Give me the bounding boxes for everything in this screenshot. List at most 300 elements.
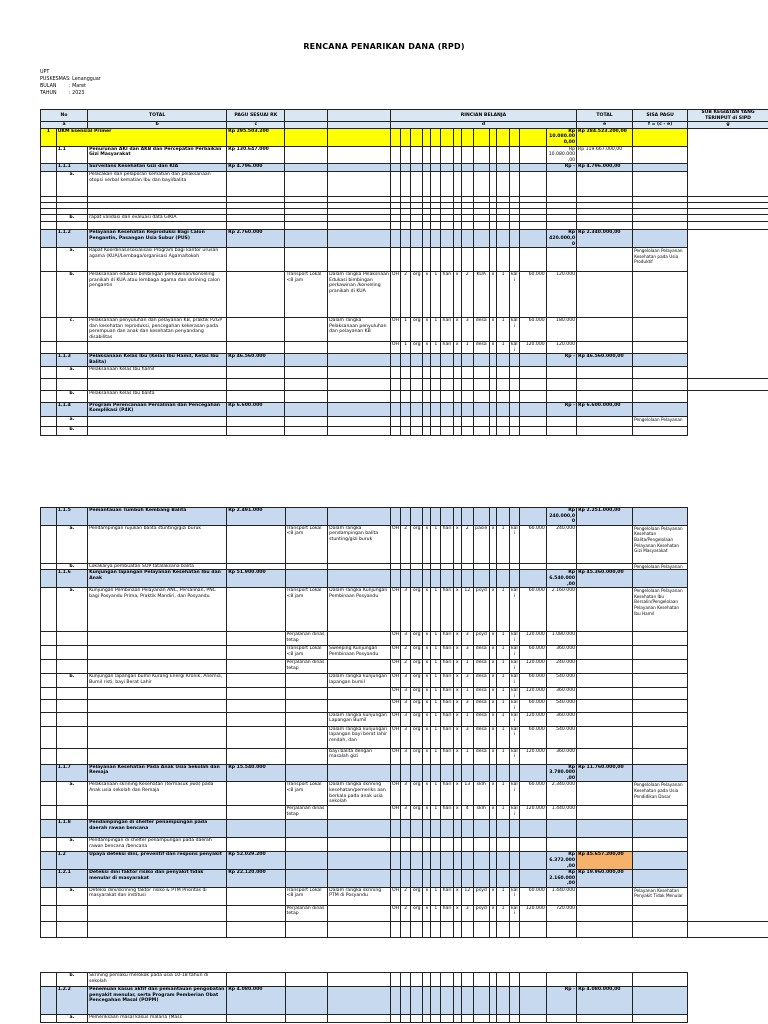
- row-qty-cell: [461, 764, 473, 782]
- row-kegiatan-detail: Sweeping Kunjungan Pembinaan Posyandu: [328, 646, 391, 660]
- row-qty-cell: [461, 248, 473, 272]
- row-sub-kegiatan: [633, 674, 688, 688]
- row-qty-cell: [473, 838, 489, 852]
- row-description: Rapat Koordinasi/sosialisasi Program bagi kantor urusan agama (KUA)/Lembaga/organisasi Agama/tokoh: [88, 248, 227, 272]
- row-qty-cell: 1: [497, 887, 509, 905]
- row-qty-cell: [431, 215, 441, 222]
- row-transport: Transport Lokal <8 jam: [285, 782, 328, 806]
- row-total: [546, 172, 576, 197]
- row-pagu: [227, 660, 285, 674]
- row-qty-cell: [473, 172, 489, 197]
- row-description: Pelaksanaan Kelas Ibu hamil: [88, 366, 227, 378]
- row-qty-cell: [489, 128, 497, 146]
- row-number: [41, 426, 57, 435]
- row-qty-cell: [461, 215, 473, 222]
- row-sub-kegiatan: [633, 632, 688, 646]
- row-code: a.: [56, 1015, 87, 1023]
- row-total: 120.000: [546, 342, 576, 354]
- table-row: [41, 378, 768, 390]
- row-qty-cell: OH: [390, 660, 400, 674]
- table-cell: [328, 378, 391, 390]
- row-qty-cell: [509, 870, 519, 888]
- row-sisa-pagu: [577, 588, 633, 632]
- row-qty-cell: hari: [441, 712, 453, 726]
- row-qty-cell: x: [453, 525, 461, 563]
- row-qty-cell: 1: [497, 700, 509, 712]
- table-page-3: [40, 972, 768, 1023]
- row-qty-cell: kali: [509, 272, 519, 318]
- row-qty-cell: hari: [441, 726, 453, 748]
- row-qty-cell: [497, 230, 509, 248]
- row-code: b.: [56, 272, 87, 318]
- row-sub-kegiatan: [633, 146, 688, 164]
- row-qty-cell: [489, 390, 497, 402]
- row-qty-cell: [473, 390, 489, 402]
- table-row: [41, 222, 768, 230]
- row-number: [41, 525, 57, 563]
- row-unit-price: 120.000: [519, 748, 546, 764]
- row-qty-cell: [423, 215, 431, 222]
- table-row: [41, 570, 768, 588]
- row-description: Pelaksanaan penyuluhan dan pelayanan KB, praktik P2GP dan kesehatan reproduksi, pencegahan kekerasan pada perempuan dan anak dan kesehatan penyandang disabilitas: [88, 318, 227, 342]
- row-code: b.: [56, 390, 87, 402]
- header-col-f: f = (c - e): [633, 122, 688, 129]
- row-total: [546, 390, 576, 402]
- row-qty-cell: [489, 870, 497, 888]
- row-sub-kegiatan: [633, 318, 688, 342]
- meta-value: : Maret: [69, 84, 86, 89]
- header-sisa: SISA PAGU: [633, 110, 688, 122]
- row-number: [41, 354, 57, 366]
- row-qty-cell: kali: [509, 748, 519, 764]
- row-qty-cell: [489, 146, 497, 164]
- rpd-table-2: [40, 507, 768, 938]
- table-cell: [227, 378, 285, 390]
- row-qty-cell: [423, 764, 431, 782]
- row-qty-cell: [441, 852, 453, 870]
- row-qty-cell: [441, 838, 453, 852]
- row-sub-kegiatan: [633, 726, 688, 748]
- meta-value: : Lenangguar: [69, 77, 101, 82]
- table-cell: [633, 222, 688, 230]
- row-qty-cell: desa: [473, 646, 489, 660]
- row-qty-cell: org: [411, 782, 423, 806]
- table-cell: [519, 222, 546, 230]
- table-row: [41, 748, 768, 764]
- header-pagu: PAGU SESUAI RK: [227, 110, 285, 122]
- row-transport: [285, 230, 328, 248]
- row-qty-cell: org: [411, 342, 423, 354]
- row-code: a.: [56, 248, 87, 272]
- row-qty-cell: x: [489, 712, 497, 726]
- row-description: Program Perencanaan Persalinan dan Pencegahan Komplikasi (P4K): [88, 402, 227, 416]
- row-description: Pelacakan dan pelaporan kematian dan pelaksanaan otopsi verbal kematian Ibu dan bayi/balita: [88, 172, 227, 197]
- row-qty-cell: [390, 1015, 400, 1023]
- meta-key: UPT PUSKESMAS: [40, 70, 70, 82]
- row-sisa-pagu: [577, 660, 633, 674]
- row-code: b.: [56, 563, 87, 570]
- table-cell: [56, 342, 87, 354]
- meta-key: TAHUN: [40, 91, 57, 96]
- row-number: [41, 318, 57, 342]
- table-cell: [41, 222, 57, 230]
- row-qty-cell: [509, 508, 519, 526]
- row-qty-cell: [423, 230, 431, 248]
- row-qty-cell: [431, 164, 441, 172]
- row-qty-cell: [431, 128, 441, 146]
- row-code: a.: [56, 782, 87, 806]
- table-page-2: [40, 507, 768, 938]
- header-col-a: a: [41, 122, 88, 129]
- table-row: [41, 973, 768, 987]
- table-cell: [41, 342, 57, 354]
- row-qty-cell: hari: [441, 646, 453, 660]
- row-number: [41, 172, 57, 197]
- row-description: [88, 905, 227, 921]
- table-row: [41, 215, 768, 222]
- table-cell: [489, 378, 497, 390]
- row-kegiatan-detail: [328, 402, 391, 416]
- row-number: [41, 646, 57, 660]
- row-sub-kegiatan: [633, 646, 688, 660]
- row-qty-cell: [489, 164, 497, 172]
- row-sisa-pagu: [577, 390, 633, 402]
- table-cell: [285, 222, 328, 230]
- row-qty-cell: [441, 1015, 453, 1023]
- row-qty-cell: desa: [473, 660, 489, 674]
- row-number: [41, 402, 57, 416]
- row-number: [41, 1015, 57, 1023]
- row-qty-cell: [400, 402, 410, 416]
- row-qty-cell: [453, 230, 461, 248]
- row-kegiatan-detail: [328, 366, 391, 378]
- row-qty-cell: [473, 164, 489, 172]
- row-qty-cell: 1: [497, 726, 509, 748]
- row-qty-cell: psyd: [473, 632, 489, 646]
- row-total: 540.000: [546, 674, 576, 688]
- row-total: [546, 248, 576, 272]
- row-description: Penemuan kasus aktif dan pemantauan pengobatan penyakit menular, serta Program Pemberian Obat Pencegahan Masal (POPM): [88, 987, 227, 1015]
- row-qty-cell: x: [453, 887, 461, 905]
- row-description: Pendampingan di shelter penampungan pada daerah rawan bencana /bencana: [88, 838, 227, 852]
- row-qty-cell: 1: [497, 674, 509, 688]
- row-description: Pelaksanaan Kelas Ibu (Kelas Ibu Hamil, Kelas Ibu Balita): [88, 354, 227, 366]
- row-qty-cell: [431, 230, 441, 248]
- row-qty-cell: [431, 563, 441, 570]
- row-qty-cell: [453, 838, 461, 852]
- row-qty-cell: x: [423, 674, 431, 688]
- row-unit-price: [519, 402, 546, 416]
- row-transport: Perjalanan dinas tetap: [285, 806, 328, 820]
- row-total: [546, 563, 576, 570]
- row-total: 180.000: [546, 318, 576, 342]
- row-code: a.: [56, 887, 87, 905]
- row-unit-price: 60.000: [519, 726, 546, 748]
- row-unit-price: [519, 366, 546, 378]
- table-row: [41, 782, 768, 806]
- row-description: [88, 712, 227, 726]
- row-qty-cell: [411, 764, 423, 782]
- row-qty-cell: 1: [431, 712, 441, 726]
- row-qty-cell: [473, 570, 489, 588]
- row-transport: [285, 248, 328, 272]
- row-qty-cell: [431, 570, 441, 588]
- header-col-b: b: [88, 122, 227, 129]
- row-qty-cell: [400, 172, 410, 197]
- row-kegiatan-detail: [328, 987, 391, 1015]
- row-total: 360.000: [546, 688, 576, 700]
- row-unit-price: 60.000: [519, 318, 546, 342]
- row-code: c.: [56, 318, 87, 342]
- row-qty-cell: 1: [497, 748, 509, 764]
- row-total: [546, 820, 576, 838]
- row-number: [41, 390, 57, 402]
- row-qty-cell: [431, 366, 441, 378]
- row-qty-cell: 3: [401, 726, 411, 748]
- row-qty-cell: 3: [461, 905, 473, 921]
- table-cell: [88, 378, 227, 390]
- table-row: [41, 660, 768, 674]
- row-qty-cell: x: [453, 726, 461, 748]
- row-qty-cell: [509, 215, 519, 222]
- row-qty-cell: 1: [497, 688, 509, 700]
- row-kegiatan-detail: [328, 416, 391, 426]
- row-qty-cell: OH: [390, 782, 400, 806]
- table-row: [41, 366, 768, 378]
- row-unit-price: 60.000: [519, 674, 546, 688]
- row-qty-cell: [461, 164, 473, 172]
- row-number: [41, 272, 57, 318]
- row-number: [41, 987, 57, 1015]
- row-number: [41, 366, 57, 378]
- row-code: [56, 806, 87, 820]
- row-number: [41, 508, 57, 526]
- row-qty-cell: OH: [390, 342, 400, 354]
- row-sisa-pagu: [577, 215, 633, 222]
- row-qty-cell: [497, 987, 509, 1015]
- row-qty-cell: [461, 230, 473, 248]
- row-transport: [285, 172, 328, 197]
- row-qty-cell: [431, 390, 441, 402]
- row-qty-cell: [401, 852, 411, 870]
- row-qty-cell: org: [411, 700, 423, 712]
- row-qty-cell: [453, 570, 461, 588]
- row-qty-cell: [461, 563, 473, 570]
- row-kegiatan-detail: [328, 215, 391, 222]
- row-code: 1.2: [56, 852, 87, 870]
- row-unit-price: [519, 354, 546, 366]
- row-qty-cell: x: [453, 588, 461, 632]
- row-number: [41, 588, 57, 632]
- table-cell: [431, 921, 441, 937]
- table-cell: [285, 921, 328, 937]
- row-description: Pendampingan di shelter penampungan pada daerah rawan bencana: [88, 820, 227, 838]
- row-kegiatan-detail: [328, 563, 391, 570]
- row-qty-cell: [473, 563, 489, 570]
- row-qty-cell: [489, 570, 497, 588]
- row-qty-cell: [441, 146, 453, 164]
- header-sub-kegiatan: SUB KEGIATAN YANG TERINPUT di SIPD: [688, 110, 768, 122]
- row-qty-cell: 1: [497, 272, 509, 318]
- row-code: [56, 700, 87, 712]
- table-row: [41, 588, 768, 632]
- row-pagu: [227, 215, 285, 222]
- table-row: [41, 164, 768, 172]
- row-qty-cell: 1: [431, 887, 441, 905]
- table-cell: [546, 222, 576, 230]
- row-transport: [285, 426, 328, 435]
- row-code: a.: [56, 366, 87, 378]
- row-qty-cell: [461, 987, 473, 1015]
- row-code: b.: [56, 973, 87, 987]
- row-qty-cell: [400, 354, 410, 366]
- row-qty-cell: [411, 1015, 423, 1023]
- row-number: [41, 870, 57, 888]
- row-transport: [285, 402, 328, 416]
- table-row: [41, 806, 768, 820]
- row-qty-cell: x: [489, 318, 497, 342]
- row-kegiatan-detail: [328, 230, 391, 248]
- row-sub-kegiatan: [633, 820, 688, 838]
- row-qty-cell: 3: [401, 674, 411, 688]
- row-qty-cell: [441, 172, 453, 197]
- row-qty-cell: x: [423, 588, 431, 632]
- row-transport: [285, 1015, 328, 1023]
- row-qty-cell: [497, 838, 509, 852]
- row-qty-cell: [497, 508, 509, 526]
- row-qty-cell: [423, 820, 431, 838]
- row-qty-cell: 1: [400, 318, 410, 342]
- row-code: a.: [56, 525, 87, 563]
- row-qty-cell: sklh: [473, 806, 489, 820]
- row-qty-cell: [390, 563, 400, 570]
- table-cell: [285, 378, 328, 390]
- row-sisa-pagu: Rp 2.340.000,00: [577, 230, 633, 248]
- row-qty-cell: x: [423, 272, 431, 318]
- row-qty-cell: 1: [497, 318, 509, 342]
- row-code: [56, 660, 87, 674]
- row-qty-cell: [453, 146, 461, 164]
- row-total: Rp 420.000,00: [546, 230, 576, 248]
- row-unit-price: [519, 820, 546, 838]
- row-qty-cell: 1: [461, 748, 473, 764]
- row-kegiatan-detail: [328, 838, 391, 852]
- row-sisa-pagu: [577, 416, 633, 426]
- row-qty-cell: [411, 128, 423, 146]
- row-qty-cell: org: [411, 905, 423, 921]
- row-qty-cell: 3: [401, 700, 411, 712]
- row-pagu: [227, 700, 285, 712]
- row-sub-kegiatan: Pengelolaan Pelayanan Kesehatan pada Usia Pendidikan Dasar: [633, 782, 688, 806]
- table-cell: [633, 342, 688, 354]
- row-qty-cell: [461, 852, 473, 870]
- row-qty-cell: 1: [461, 342, 473, 354]
- table-row: [41, 870, 768, 888]
- row-sisa-pagu: [577, 700, 633, 712]
- row-code: a.: [56, 838, 87, 852]
- row-unit-price: 60.000: [519, 700, 546, 712]
- row-qty-cell: kali: [509, 782, 519, 806]
- row-total: 240.000: [546, 525, 576, 563]
- row-qty-cell: [453, 508, 461, 526]
- row-qty-cell: org: [411, 726, 423, 748]
- table-cell: [88, 921, 227, 937]
- row-kegiatan-detail: [328, 164, 391, 172]
- row-qty-cell: [461, 402, 473, 416]
- row-qty-cell: [461, 870, 473, 888]
- row-unit-price: 120.000: [519, 905, 546, 921]
- row-qty-cell: 3: [401, 632, 411, 646]
- row-qty-cell: desa: [473, 342, 489, 354]
- row-total: Rp -: [546, 402, 576, 416]
- row-pagu: [227, 525, 285, 563]
- row-qty-cell: [509, 402, 519, 416]
- row-qty-cell: [423, 570, 431, 588]
- row-qty-cell: [431, 416, 441, 426]
- row-qty-cell: 1: [497, 342, 509, 354]
- row-qty-cell: [411, 426, 423, 435]
- row-qty-cell: [431, 764, 441, 782]
- row-total: [546, 215, 576, 222]
- row-qty-cell: [489, 416, 497, 426]
- row-qty-cell: [401, 570, 411, 588]
- row-total: 720.000: [546, 905, 576, 921]
- meta-key: BULAN: [40, 84, 57, 89]
- row-sub-kegiatan: [633, 852, 688, 870]
- row-description: Penurunan AKI dan AKB dan Percepatan Perbaikan Gizi Masyarakat: [88, 146, 227, 164]
- row-sub-kegiatan: Pengelolaan Pelayanan Kesehatan Balita/Pengelolaan Pelayanan Kesehatan Gizi Masyarakat: [633, 525, 688, 563]
- row-description: [88, 688, 227, 700]
- row-qty-cell: [489, 764, 497, 782]
- row-sisa-pagu: [577, 525, 633, 563]
- row-qty-cell: [401, 973, 411, 987]
- table-row: [41, 426, 768, 435]
- row-qty-cell: [390, 426, 400, 435]
- table-row: [41, 1015, 768, 1023]
- row-sub-kegiatan: [633, 838, 688, 852]
- row-number: [41, 782, 57, 806]
- row-qty-cell: [423, 164, 431, 172]
- row-total: Rp -: [546, 987, 576, 1015]
- table-cell: [441, 222, 453, 230]
- row-qty-cell: x: [489, 342, 497, 354]
- header-col-d: d: [390, 122, 576, 129]
- row-qty-cell: [401, 870, 411, 888]
- table-cell: [473, 378, 489, 390]
- row-qty-cell: [400, 146, 410, 164]
- row-qty-cell: [390, 390, 400, 402]
- table-row: [41, 248, 768, 272]
- row-sisa-pagu: [577, 782, 633, 806]
- row-transport: Perjalanan dinas tetap: [285, 660, 328, 674]
- row-qty-cell: 1: [431, 905, 441, 921]
- row-qty-cell: psyd: [473, 887, 489, 905]
- row-description: Kunjungan Pembinaan Pelayanan ANC, Persalinan, PNC bagi Posyandu Prima, Praktik Mandiri, dan Posyandu: [88, 588, 227, 632]
- table-row: [41, 764, 768, 782]
- row-sisa-pagu: [577, 366, 633, 378]
- row-transport: Perjalanan dinas tetap: [285, 632, 328, 646]
- row-qty-cell: [441, 820, 453, 838]
- table-cell: [390, 921, 400, 937]
- table-cell: [546, 378, 576, 390]
- row-unit-price: 60.000: [519, 646, 546, 660]
- row-qty-cell: [423, 146, 431, 164]
- row-sisa-pagu: [577, 563, 633, 570]
- row-code: a.: [56, 416, 87, 426]
- row-qty-cell: 1: [461, 688, 473, 700]
- row-qty-cell: OH: [390, 688, 400, 700]
- row-code: 1.1.1: [56, 164, 87, 172]
